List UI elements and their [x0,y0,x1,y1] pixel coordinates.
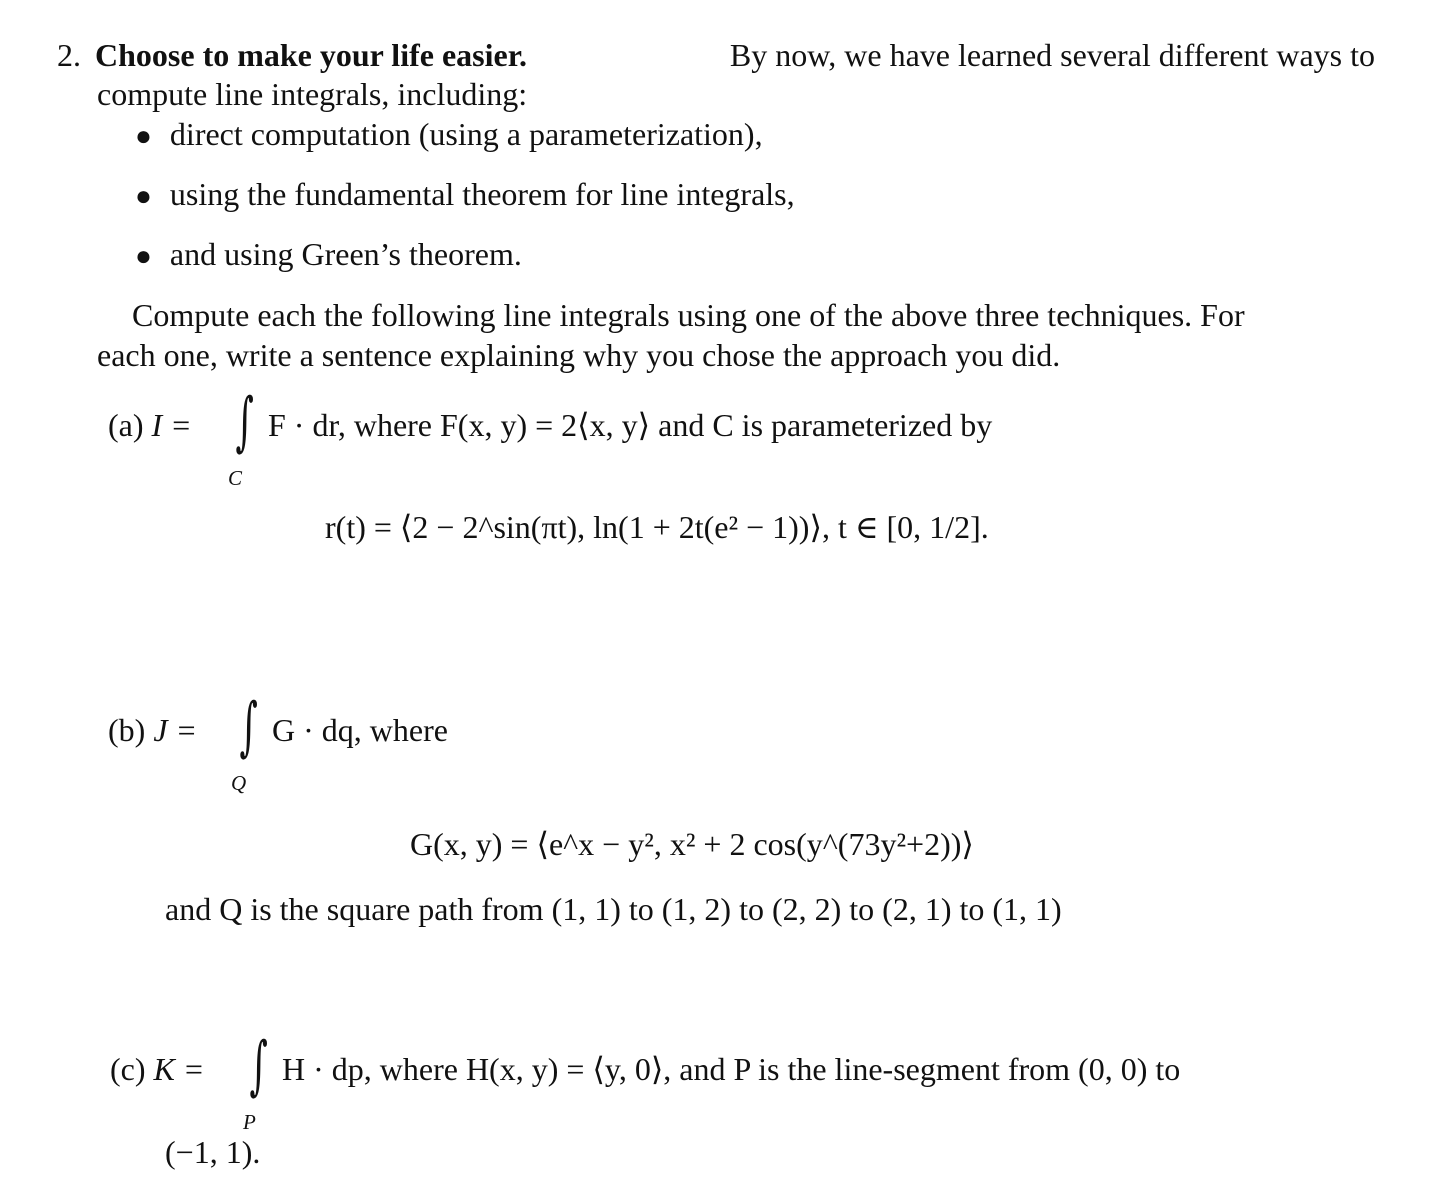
part-a-statement: F · dr, where F(x, y) = 2⟨x, y⟩ and C is parameterized by [268,407,993,443]
problem-heading [57,36,1375,74]
part-a-equation: r(t) = ⟨2 − 2^sin(πt), ln(1 + 2t(e² − 1))⟩, t ∈ [0, 1/2]. [325,509,989,545]
intro-line-1: By now, we have learned several different ways to [729,37,1375,73]
part-b-equation: G(x, y) = ⟨e^x − y², x² + 2 cos(y^(73y²+2))⟩ [410,826,974,862]
bullet-icon: ● [135,181,152,212]
problem-title: Choose to make your life easier. [95,37,527,73]
part-b-path: and Q is the square path from (1, 1) to (1, 2) to (2, 2) to (2, 1) to (1, 1) [165,891,1062,927]
instructions-line-2: each one, write a sentence explaining why you chose the approach you did. [97,337,1061,373]
problem-number: 2. [57,37,81,73]
instructions-line-1: Compute each the following line integrals using one of the above three techniques. For [132,297,1245,333]
part-c-statement: H · dp, where H(x, y) = ⟨y, 0⟩, and P is the line-segment from (0, 0) to [282,1051,1181,1087]
method-item: ● and using Green’s theorem. [135,236,522,272]
integral-sign-icon: ∫ [235,385,254,459]
method-item: ● using the fundamental theorem for line integrals, [135,176,795,212]
part-b-integral-sub: Q [231,771,247,795]
part-c-label: (c) K = [110,1051,205,1087]
part-b-label: (b) J = [108,712,198,748]
part-c-integral-sub: P [243,1110,256,1134]
part-a-label: (a) I = [108,407,192,443]
integral-sign-icon: ∫ [249,1029,268,1103]
bullet-icon: ● [135,121,152,152]
method-item: ● direct computation (using a parameterization), [135,116,763,152]
part-c-continuation: (−1, 1). [165,1134,261,1170]
bullet-icon: ● [135,241,152,272]
intro-line-2: compute line integrals, including: [97,76,528,112]
part-a-integral-sub: C [228,466,243,490]
integral-sign-icon: ∫ [239,690,258,764]
part-b-statement: G · dq, where [272,712,448,748]
